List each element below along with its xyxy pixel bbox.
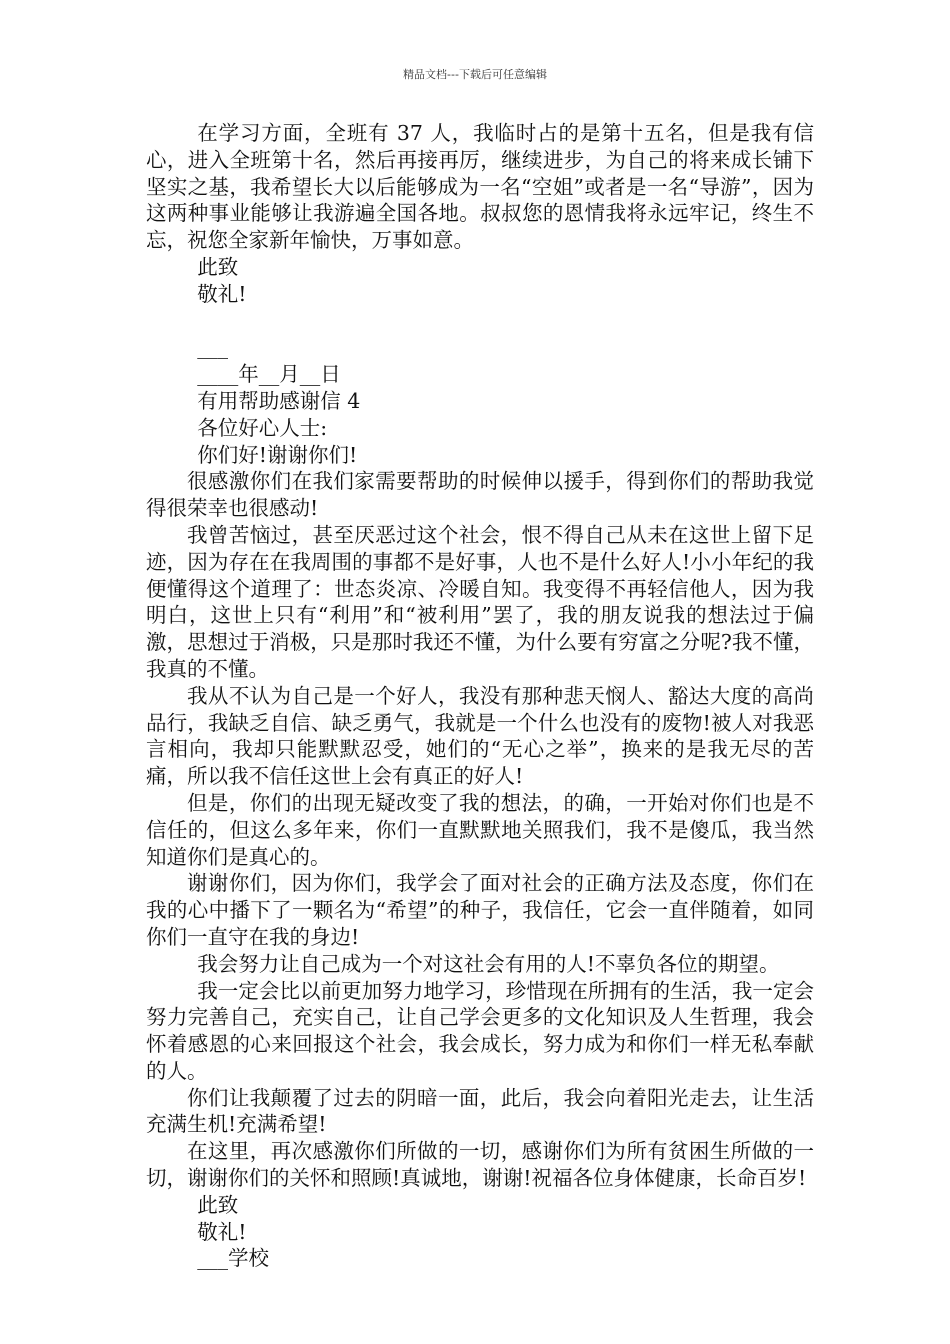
blank-line xyxy=(146,308,814,335)
paragraph-study-harder: 我一定会比以前更加努力地学习，珍惜现在所拥有的生活，我一定会努力完善自己，充实自己，让自己学会更多的文化知识及人生哲理，我会怀着感恩的心来回报这个社会，我会成长，努力成为和你们一样无私奉献的人。 xyxy=(146,978,814,1083)
closing-cizhi-2: 此致 xyxy=(197,1192,239,1217)
paragraph-gratitude: 很感激你们在我们家需要帮助的时候伸以援手，得到你们的帮助我觉得很荣幸也很感动! xyxy=(146,469,814,521)
paragraph-sunshine: 你们让我颠覆了过去的阴暗一面，此后，我会向着阳光走去，让生活充满生机!充满希望! xyxy=(146,1085,814,1137)
closing-jingli: 敬礼! xyxy=(197,281,247,306)
paragraph-final-thanks: 在这里，再次感激你们所做的一切，感谢你们为所有贫困生所做的一切，谢谢你们的关怀和照顾!真诚地，谢谢!祝福各位身体健康，长命百岁! xyxy=(146,1139,814,1191)
salutation: 各位好心人士: xyxy=(197,415,328,440)
signature-school: ___学校 xyxy=(197,1246,269,1271)
paragraph-change: 但是，你们的出现无疑改变了我的想法，的确，一开始对你们也是不信任的，但这么多年来，你们一直默默地关照我们，我不是傻瓜，我当然知道你们是真心的。 xyxy=(146,790,814,869)
paragraph-promise: 我会努力让自己成为一个对这社会有用的人!不辜负各位的期望。 xyxy=(197,951,780,976)
date-line: ____年__月__日 xyxy=(197,362,341,387)
header-watermark: 精品文档---下载后可任意编辑 xyxy=(403,68,547,81)
paragraph-past: 我曾苦恼过，甚至厌恶过这个社会，恨不得自己从未在这世上留下足迹，因为存在在我周围的事都不是好事，人也不是什么好人!小小年纪的我便懂得这个道理了：世态炎凉、冷暖自知。我变得不再轻信他人，因为我明白，这世上只有“利用”和“被利用”罢了，我的朋友说我的想法过于偏激，思想过于消极，只是那时我还不懂，为什么要有穷富之分呢?我不懂，我真的不懂。 xyxy=(146,522,814,681)
letter-body xyxy=(146,120,814,1272)
paragraph-thanks: 谢谢你们，因为你们，我学会了面对社会的正确方法及态度，你们在我的心中播下了一颗名为“希望”的种子，我信任，它会一直伴随着，如同你们一直守在我的身边! xyxy=(146,871,814,949)
paragraph-self: 我从不认为自己是一个好人，我没有那种悲天悯人、豁达大度的高尚品行，我缺乏自信、缺乏勇气，我就是一个什么也没有的废物!被人对我恶言相向，我却只能默默忍受，她们的“无心之举”，换来的是我无尽的苦痛，所以我不信任这世上会有真正的好人! xyxy=(146,683,814,789)
closing-cizhi: 此致 xyxy=(197,254,239,279)
signature-blank: ___ xyxy=(197,335,228,360)
letter-title: 有用帮助感谢信 4 xyxy=(197,388,361,413)
closing-jingli-2: 敬礼! xyxy=(197,1219,247,1244)
greeting: 你们好!谢谢你们! xyxy=(197,442,358,467)
paragraph-study: 在学习方面，全班有 37 人，我临时占的是第十五名，但是我有信心，进入全班第十名，然后再接再厉，继续进步，为自己的将来成长铺下坚实之基，我希望长大以后能够成为一名“空姐”或者是一名“导游”，因为这两种事业能够让我游遍全国各地。叔叔您的恩情我将永远牢记，终生不忘，祝您全家新年愉快，万事如意。 xyxy=(146,121,814,253)
